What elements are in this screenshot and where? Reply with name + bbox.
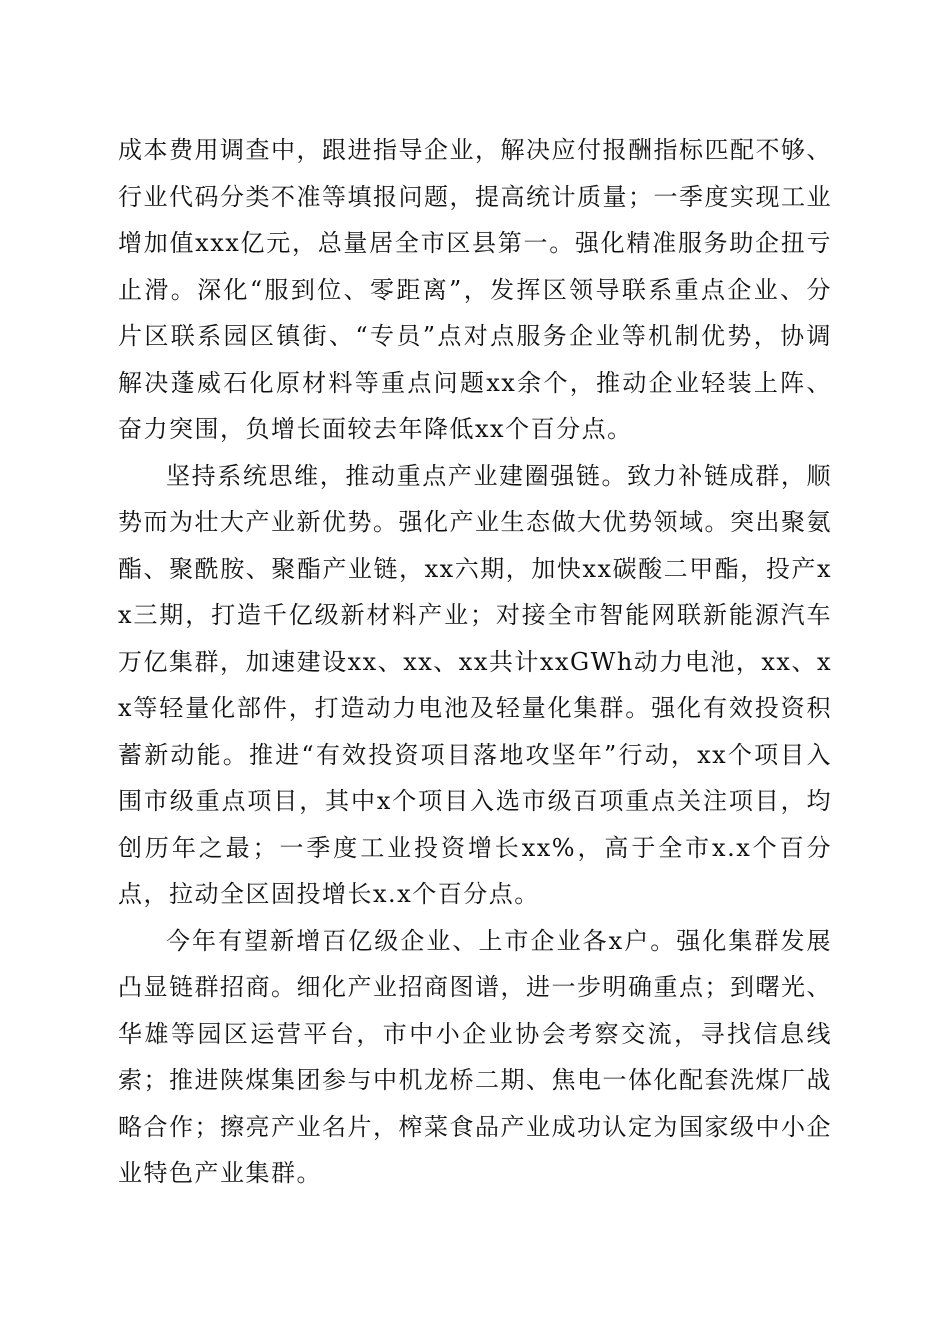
paragraph-continuation: 成本费用调查中，跟进指导企业，解决应付报酬指标匹配不够、行业代码分类不准等填报问题，提高统计质量；一季度实现工业增加值xxx亿元，总量居全市区县第一。强化精准服务助企扭亏止滑。深化“服到位、零距离”，发挥区领导联系重点企业、分片区联系园区镇街、“专员”点对点服务企业等机制优势，协调解决蓬威石化原材料等重点问题xx余个，推动企业轻装上阵、奋力突围，负增长面较去年降低xx个百分点。 (118, 136, 832, 443)
document-body (118, 127, 832, 1197)
paragraph-cluster-development: 今年有望新增百亿级企业、上市企业各x户。强化集群发展凸显链群招商。细化产业招商图谱，进一步明确重点；到曙光、华雄等园区运营平台，市中小企业协会考察交流，寻找信息线索；推进陕煤集团参与中机龙桥二期、焦电一体化配套洗煤厂战略合作；擦亮产业名片，榨菜食品产业成功认定为国家级中小企业特色产业集群。 (118, 926, 832, 1187)
paragraph-industry-chain: 坚持系统思维，推动重点产业建圈强链。致力补链成群，顺势而为壮大产业新优势。强化产业生态做大优势领域。突出聚氨酯、聚酰胺、聚酯产业链，xx六期，加快xx碳酸二甲酯，投产xx三期，打造千亿级新材料产业；对接全市智能网联新能源汽车万亿集群，加速建设xx、xx、xx共计xxGWh动力电池，xx、xx等轻量化部件，打造动力电池及轻量化集群。强化有效投资积蓄新动能。推进“有效投资项目落地攻坚年”行动，xx个项目入围市级重点项目，其中x个项目入选市级百项重点关注项目，均创历年之最；一季度工业投资增长xx%，高于全市x.x个百分点，拉动全区固投增长x.x个百分点。 (118, 461, 832, 908)
